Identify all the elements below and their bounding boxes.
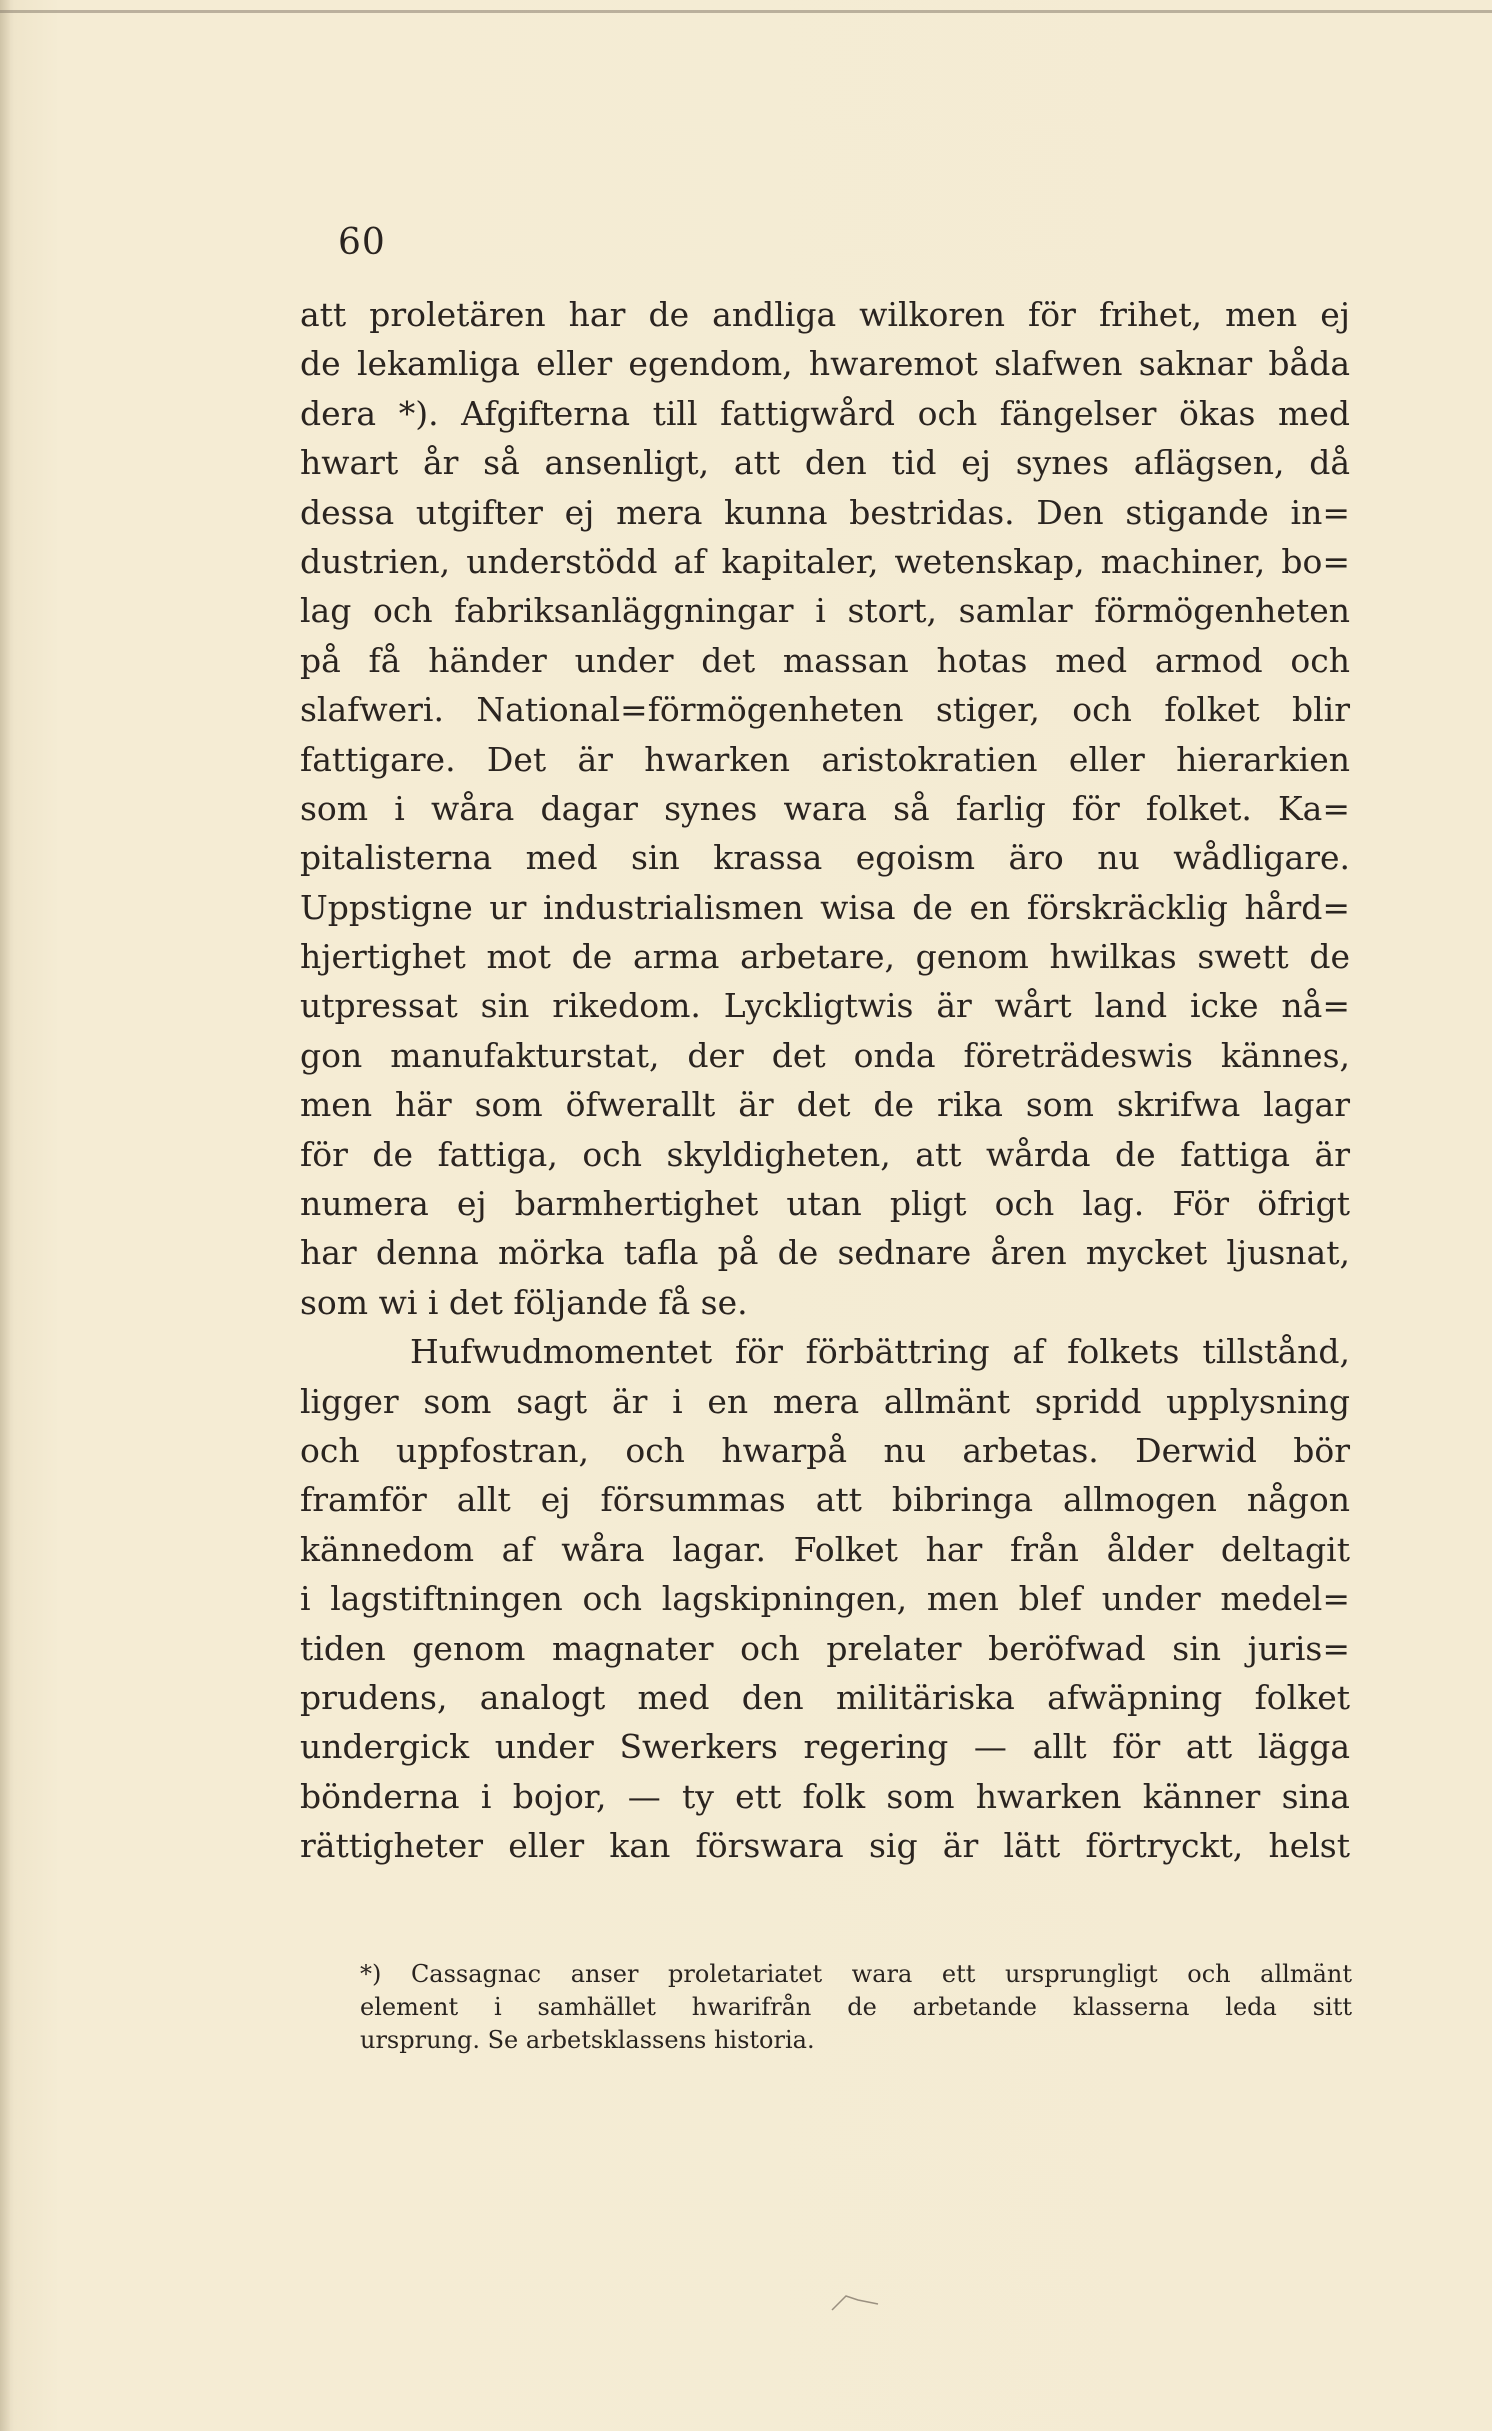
text-line: ligger som sagt är i en mera allmänt spridd upplysning <box>300 1381 1350 1421</box>
body-text <box>300 290 1350 1871</box>
footnote-line: *) Cassagnac anser proletariatet wara ett ursprungligt och allmänt <box>360 1960 1352 1988</box>
footnote <box>360 1958 1352 2057</box>
text-line: framför allt ej försummas att bibringa allmogen någon <box>300 1480 1350 1520</box>
page-number: 60 <box>338 222 386 263</box>
text-line: för de fattiga, och skyldigheten, att wårda de fattiga är <box>300 1134 1350 1174</box>
text-line: i lagstiftningen och lagskipningen, men blef under medel= <box>300 1579 1350 1619</box>
text-line: rättigheter eller kan förswara sig är lätt förtryckt, helst <box>300 1826 1350 1866</box>
text-line: att proletären har de andliga wilkoren för frihet, men ej <box>300 295 1350 334</box>
text-line: kännedom af wåra lagar. Folket har från ålder deltagit <box>300 1529 1350 1569</box>
text-line: prudens, analogt med den militäriska afwäpning folket <box>300 1677 1350 1717</box>
page-spine <box>0 0 10 2431</box>
text-line: bönderna i bojor, — ty ett folk som hwarken känner sina <box>300 1776 1350 1816</box>
text-line: hjertighet mot de arma arbetare, genom hwilkas swett de <box>300 937 1350 977</box>
text-line: numera ej barmhertighet utan pligt och lag. För öfrigt <box>300 1184 1350 1224</box>
text-line: på få händer under det massan hotas med armod och <box>300 640 1350 680</box>
text-line: de lekamliga eller egendom, hwaremot slafwen saknar båda <box>300 344 1350 384</box>
footnote-line: ursprung. Se arbetsklassens historia. <box>360 2026 815 2054</box>
text-line: Uppstigne ur industrialismen wisa de en förskräcklig hård= <box>300 887 1350 927</box>
text-line: men här som öfwerallt är det de rika som skrifwa lagar <box>300 1085 1350 1125</box>
text-line: dustrien, understödd af kapitaler, wetenskap, machiner, bo= <box>300 541 1350 581</box>
text-line: som wi i det följande få se. <box>300 1282 748 1322</box>
text-line: slafweri. National=förmögenheten stiger, och folket blir <box>300 690 1350 730</box>
pencil-mark <box>828 2290 888 2314</box>
text-line: Hufwudmomentet för förbättring af folkets tillstånd, <box>410 1332 1350 1372</box>
text-line: dera *). Afgifterna till fattigwård och fängelser ökas med <box>300 393 1350 433</box>
text-line: gon manufakturstat, der det onda företrädeswis kännes, <box>300 1035 1350 1075</box>
text-line: fattigare. Det är hwarken aristokratien eller hierarkien <box>300 739 1350 779</box>
top-edge-rule <box>0 10 1492 13</box>
paragraph-2 <box>300 1327 1350 1870</box>
footnote-line: element i samhället hwarifrån de arbetande klasserna leda sitt <box>360 1993 1352 2021</box>
text-line: dessa utgifter ej mera kunna bestridas. Den stigande in= <box>300 492 1350 532</box>
text-line: tiden genom magnater och prelater beröfwad sin juris= <box>300 1628 1350 1668</box>
text-line: hwart år så ansenligt, att den tid ej synes aflägsen, då <box>300 443 1350 483</box>
text-line: pitalisterna med sin krassa egoism äro nu wådligare. <box>300 838 1350 878</box>
text-line: utpressat sin rikedom. Lyckligtwis är wårt land icke nå= <box>300 986 1350 1026</box>
text-line: och uppfostran, och hwarpå nu arbetas. Derwid bör <box>300 1430 1350 1470</box>
text-line: undergick under Swerkers regering — allt för att lägga <box>300 1727 1350 1767</box>
text-line: lag och fabriksanläggningar i stort, samlar förmögenheten <box>300 591 1350 631</box>
text-line: som i wåra dagar synes wara så farlig för folket. Ka= <box>300 788 1350 828</box>
paragraph-1 <box>300 290 1350 1327</box>
text-line: har denna mörka tafla på de sednare åren mycket ljusnat, <box>300 1233 1350 1273</box>
